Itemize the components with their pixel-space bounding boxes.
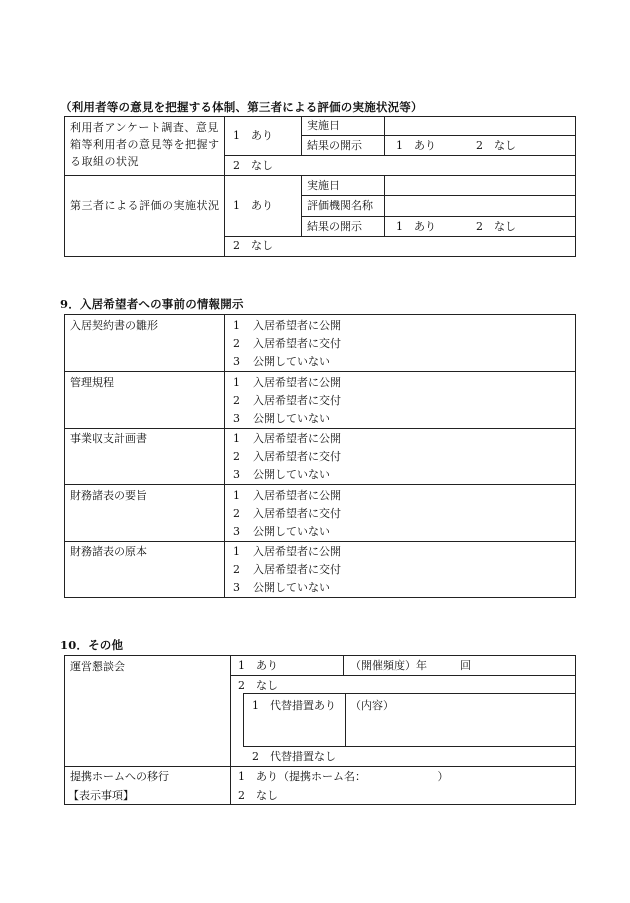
- contract-template-label: 入居契約書の雛形: [70, 319, 158, 332]
- eval-impl-date-label: 実施日: [307, 179, 340, 192]
- contract-template-option-1: 1 入居希望者に公開: [233, 319, 341, 332]
- business-plan-option-3: 3 公開していない: [233, 468, 330, 481]
- opinion-impl-date-label: 実施日: [307, 119, 340, 132]
- management-rules-option-2: 2 入居希望者に交付: [233, 394, 341, 407]
- alt-measure-yes: 1 代替措置あり: [252, 699, 336, 712]
- alt-measure-no: 2 代替措置なし: [252, 750, 336, 763]
- management-rules-option-1: 1 入居希望者に公開: [233, 376, 341, 389]
- opinion-survey-yes: 1 あり: [233, 129, 273, 142]
- management-rules-label: 管理規程: [70, 376, 114, 389]
- section9-heading: 9．入居希望者への事前の情報開示: [60, 297, 244, 311]
- eval-disclosure-yes: 1 あり: [396, 220, 436, 233]
- eval-org-name-label: 評価機関名称: [307, 199, 373, 212]
- business-plan-label: 事業収支計画書: [70, 432, 147, 445]
- opinion-disclosure-yes: 1 あり: [396, 139, 436, 152]
- financial-summary-option-1: 1 入居希望者に公開: [233, 489, 341, 502]
- third-party-eval-label: 第三者による評価の実施状況: [70, 199, 220, 212]
- opinion-survey-no: 2 なし: [233, 159, 273, 172]
- opinion-disclosure-no: 2 なし: [476, 139, 516, 152]
- eval-disclosure-no: 2 なし: [476, 220, 516, 233]
- council-frequency: （開催頻度）年 回: [350, 659, 471, 672]
- council-yes: 1 あり: [238, 659, 278, 672]
- financial-summary-label: 財務諸表の要旨: [70, 489, 147, 502]
- management-rules-option-3: 3 公開していない: [233, 412, 330, 425]
- third-party-eval-no: 2 なし: [233, 239, 273, 252]
- section10-heading: 10．その他: [60, 638, 124, 652]
- opinion-survey-label: 利用者アンケート調査、意見箱等利用者の意見等を把握する取組の状況: [70, 121, 220, 168]
- council-no: 2 なし: [238, 679, 278, 692]
- transfer-no: 2 なし: [238, 789, 278, 802]
- third-party-eval-yes: 1 あり: [233, 199, 273, 212]
- business-plan-option-2: 2 入居希望者に交付: [233, 450, 341, 463]
- financial-original-option-2: 2 入居希望者に交付: [233, 563, 341, 576]
- transfer-note: 【表示事項】: [68, 789, 134, 802]
- financial-summary-option-3: 3 公開していない: [233, 525, 330, 538]
- financial-original-option-3: 3 公開していない: [233, 581, 330, 594]
- business-plan-option-1: 1 入居希望者に公開: [233, 432, 341, 445]
- financial-summary-option-2: 2 入居希望者に交付: [233, 507, 341, 520]
- eval-disclosure-label: 結果の開示: [307, 220, 362, 233]
- opinion-disclosure-label: 結果の開示: [307, 139, 362, 152]
- financial-original-option-1: 1 入居希望者に公開: [233, 545, 341, 558]
- contract-template-option-3: 3 公開していない: [233, 355, 330, 368]
- financial-original-label: 財務諸表の原本: [70, 545, 147, 558]
- transfer-label: 提携ホームへの移行: [70, 770, 169, 783]
- contract-template-option-2: 2 入居希望者に交付: [233, 337, 341, 350]
- transfer-yes: 1 あり（提携ホーム名： ）: [238, 770, 449, 783]
- section8-heading: （利用者等の意見を把握する体制、第三者による評価の実施状況等）: [60, 100, 423, 114]
- alt-measure-content: （内容）: [350, 699, 394, 712]
- council-label: 運営懇談会: [70, 660, 125, 673]
